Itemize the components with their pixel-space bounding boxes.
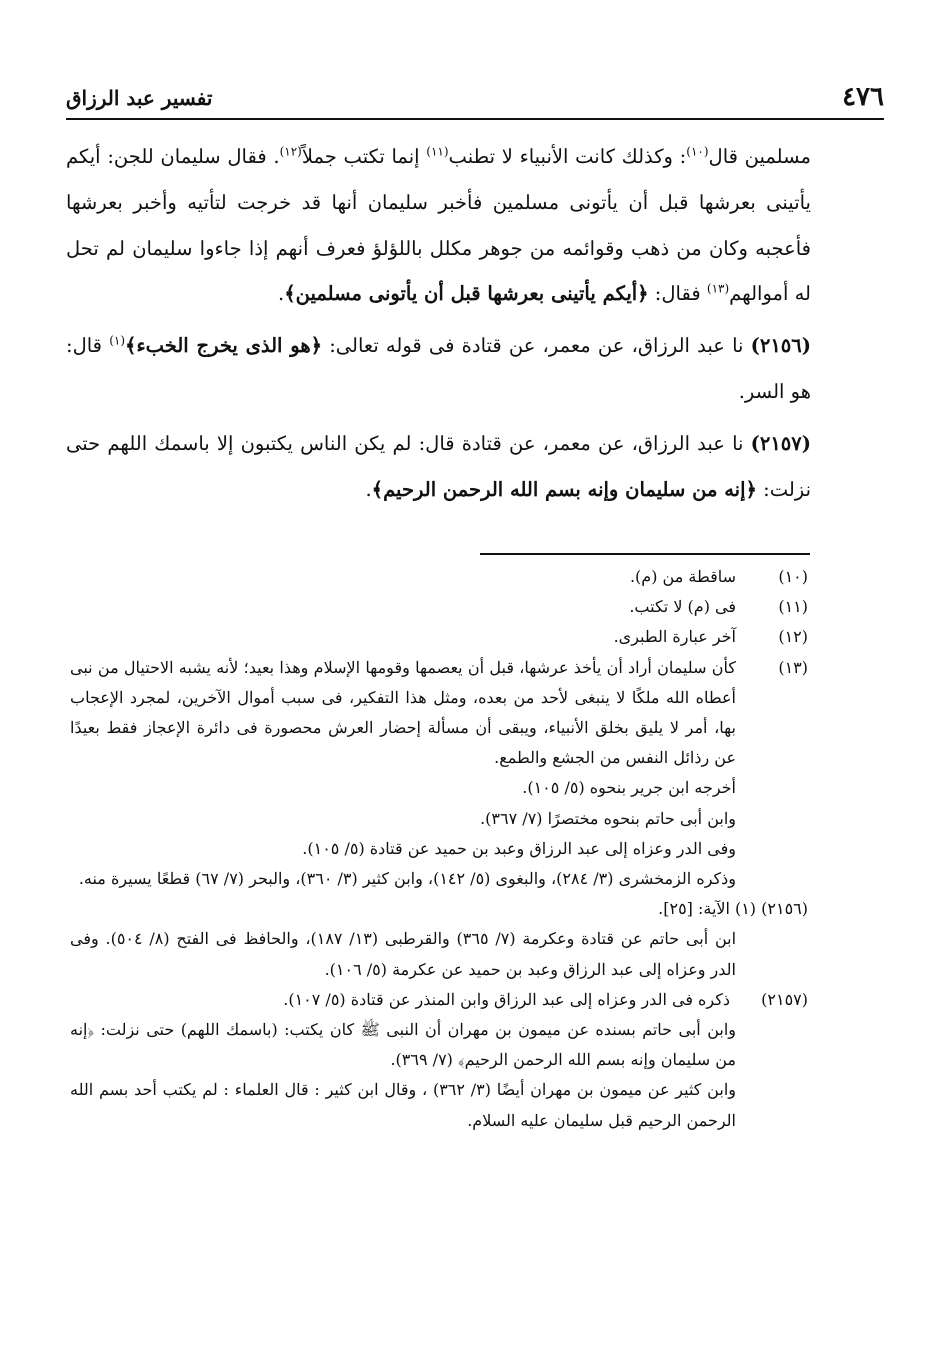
text-run: مسلمين قال xyxy=(708,145,811,168)
footnote-11 xyxy=(70,592,808,622)
footnote-ref: (١) xyxy=(109,333,126,348)
quran-quote: ﴿هو الذى يخرج الخبء﴾ xyxy=(125,334,323,358)
text-run: قال: هو السر. xyxy=(66,334,811,403)
footnote-label: (١١) xyxy=(778,597,808,617)
quran-quote: ﴿أيكم يأتينى بعرشها قبل أن يأتونى مسلمين﴾ xyxy=(284,282,649,306)
hadith-number: (٢١٥٦) xyxy=(750,334,811,358)
running-title: تفسير عبد الرزاق xyxy=(66,86,213,110)
footnote-text: آخر عبارة الطبرى. xyxy=(613,627,736,647)
footnote-text: فى (م) لا تكتب. xyxy=(629,597,736,617)
paragraph-2157 xyxy=(66,421,811,513)
footnote-label: (١٠) xyxy=(778,567,808,586)
paragraph-2156 xyxy=(66,323,811,415)
footnote-ref: (١٢) xyxy=(279,144,302,159)
reference-line: وذكره الزمخشرى (٣/ ٢٨٤)، والبغوى (٥/ ١٤٢)، وابن كثير (٣/ ٣٦٠)، والبحر (٧/ ٦٧) قطعًا يسيرة منه. xyxy=(78,869,736,889)
text-run: فقال: xyxy=(648,282,707,306)
notes-line: وابن كثير عن ميمون بن مهران أيضًا (٣/ ٣٦٢) ، وقال ابن كثير : قال العلماء : لم يكتب أحد بسم الله الرحمن الرحيم قبل سليمان عليه السلام. xyxy=(70,1080,736,1130)
text-run: . فقال سليمان للجن: أيكم يأتينى بعرشها قبل أن يأتونى مسلمين فأخبر سليمان أنها قد خرجت لتأتيه وأخبر بعرشها فأعجبه وكان من ذهب وقوائمه من جوهر مكلل باللؤلؤ فعرف أنهم إذا جاءوا سليمان لم تحل له أموالهم xyxy=(66,145,811,306)
footnote-ref: (١١) xyxy=(426,144,449,159)
notes-2156 xyxy=(70,894,808,924)
page-header xyxy=(66,72,884,120)
footnote-label: (١٢) xyxy=(778,627,808,647)
notes-label: (٢١٥٦) (١) xyxy=(734,899,808,919)
footnote-label: (١٣) xyxy=(778,657,808,677)
footnote-separator xyxy=(480,553,810,555)
notes-line: وابن أبى حاتم بسنده عن ميمون بن مهران أن النبى ﷺ كان يكتب: (باسمك اللهم) حتى نزلت: ﴿إنه من سليمان وإنه بسم الله الرحمن الرحيم﴾ (٧/ ٣٦٩). xyxy=(70,1020,737,1070)
text-run: : وكذلك كانت الأنبياء لا تطنب xyxy=(448,145,687,168)
footnote-10 xyxy=(70,562,808,592)
footnote-text: ساقطة من (م). xyxy=(629,567,736,586)
footnote-13 xyxy=(70,653,808,774)
footnote-13-references xyxy=(70,773,808,894)
notes-2156-text: ابن أبى حاتم عن قتادة وعكرمة (٧/ ٣٦٥) والقرطبى (١٣/ ١٨٧)، والحافظ فى الفتح (٨/ ٥٠٤). وفى الدر وعزاه إلى عبد الرزاق وعبد بن حميد عن عكرمة (٥/ ١٠٦). xyxy=(70,929,737,979)
reference-line: وابن أبى حاتم بنحوه مختصرًا (٧/ ٣٦٧). xyxy=(480,808,736,828)
notes-label: (٢١٥٧) xyxy=(761,989,808,1009)
hadith-number: (٢١٥٧) xyxy=(750,431,811,455)
reference-line: وفى الدر وعزاه إلى عبد الرزاق وعبد بن حميد عن قتادة (٥/ ١٠٥). xyxy=(302,838,736,858)
notes-verse: الآية: [٢٥]. xyxy=(658,899,730,919)
text-run: . xyxy=(365,477,372,501)
main-text xyxy=(66,134,811,518)
footnote-text: كأن سليمان أراد أن يأخذ عرشها، قبل أن يعصمها وقومها الإسلام وهذا بعيد؛ لأنه يشبه الاحتيال من نبى أعطاه الله ملكًا لا ينبغى لأحد من بعده، ومثل هذا التفكير، فى سبب أموال الآخرين، لمجرد الإعجاب بها، أمر لا يليق بخلق الأنبياء، ويبقى أن مسألة إحضار العرش محصورة فى دائرة الإعجاز فقط بعيدًا عن رذائل النفس من الجشع والطمع. xyxy=(70,657,736,768)
text-run: إنما تكتب جملاً xyxy=(301,145,427,168)
footnote-ref: (١٣) xyxy=(706,281,730,296)
notes-line: ذكره فى الدر وعزاه إلى عبد الرزاق وابن المنذر عن قتادة (٥/ ١٠٧). xyxy=(283,989,730,1009)
page-number: ٤٧٦ xyxy=(842,82,884,112)
text-run: نا عبد الرزاق، عن معمر، عن قتادة فى قوله تعالى: xyxy=(322,334,751,358)
footnotes xyxy=(70,562,808,1136)
notes-2157 xyxy=(70,985,808,1015)
text-run: نا عبد الرزاق، عن معمر، عن قتادة قال: لم يكن الناس يكتبون إلا باسمك اللهم حتى نزلت: xyxy=(66,431,811,501)
text-run: . xyxy=(277,282,285,306)
quran-quote: ﴿إنه من سليمان وإنه بسم الله الرحمن الرحيم﴾ xyxy=(371,477,757,501)
reference-line: أخرجه ابن جرير بنحوه (٥/ ١٠٥). xyxy=(522,778,736,798)
footnote-ref: (١٠) xyxy=(686,144,709,159)
footnote-12 xyxy=(70,622,808,652)
paragraph-continuation xyxy=(66,134,811,317)
